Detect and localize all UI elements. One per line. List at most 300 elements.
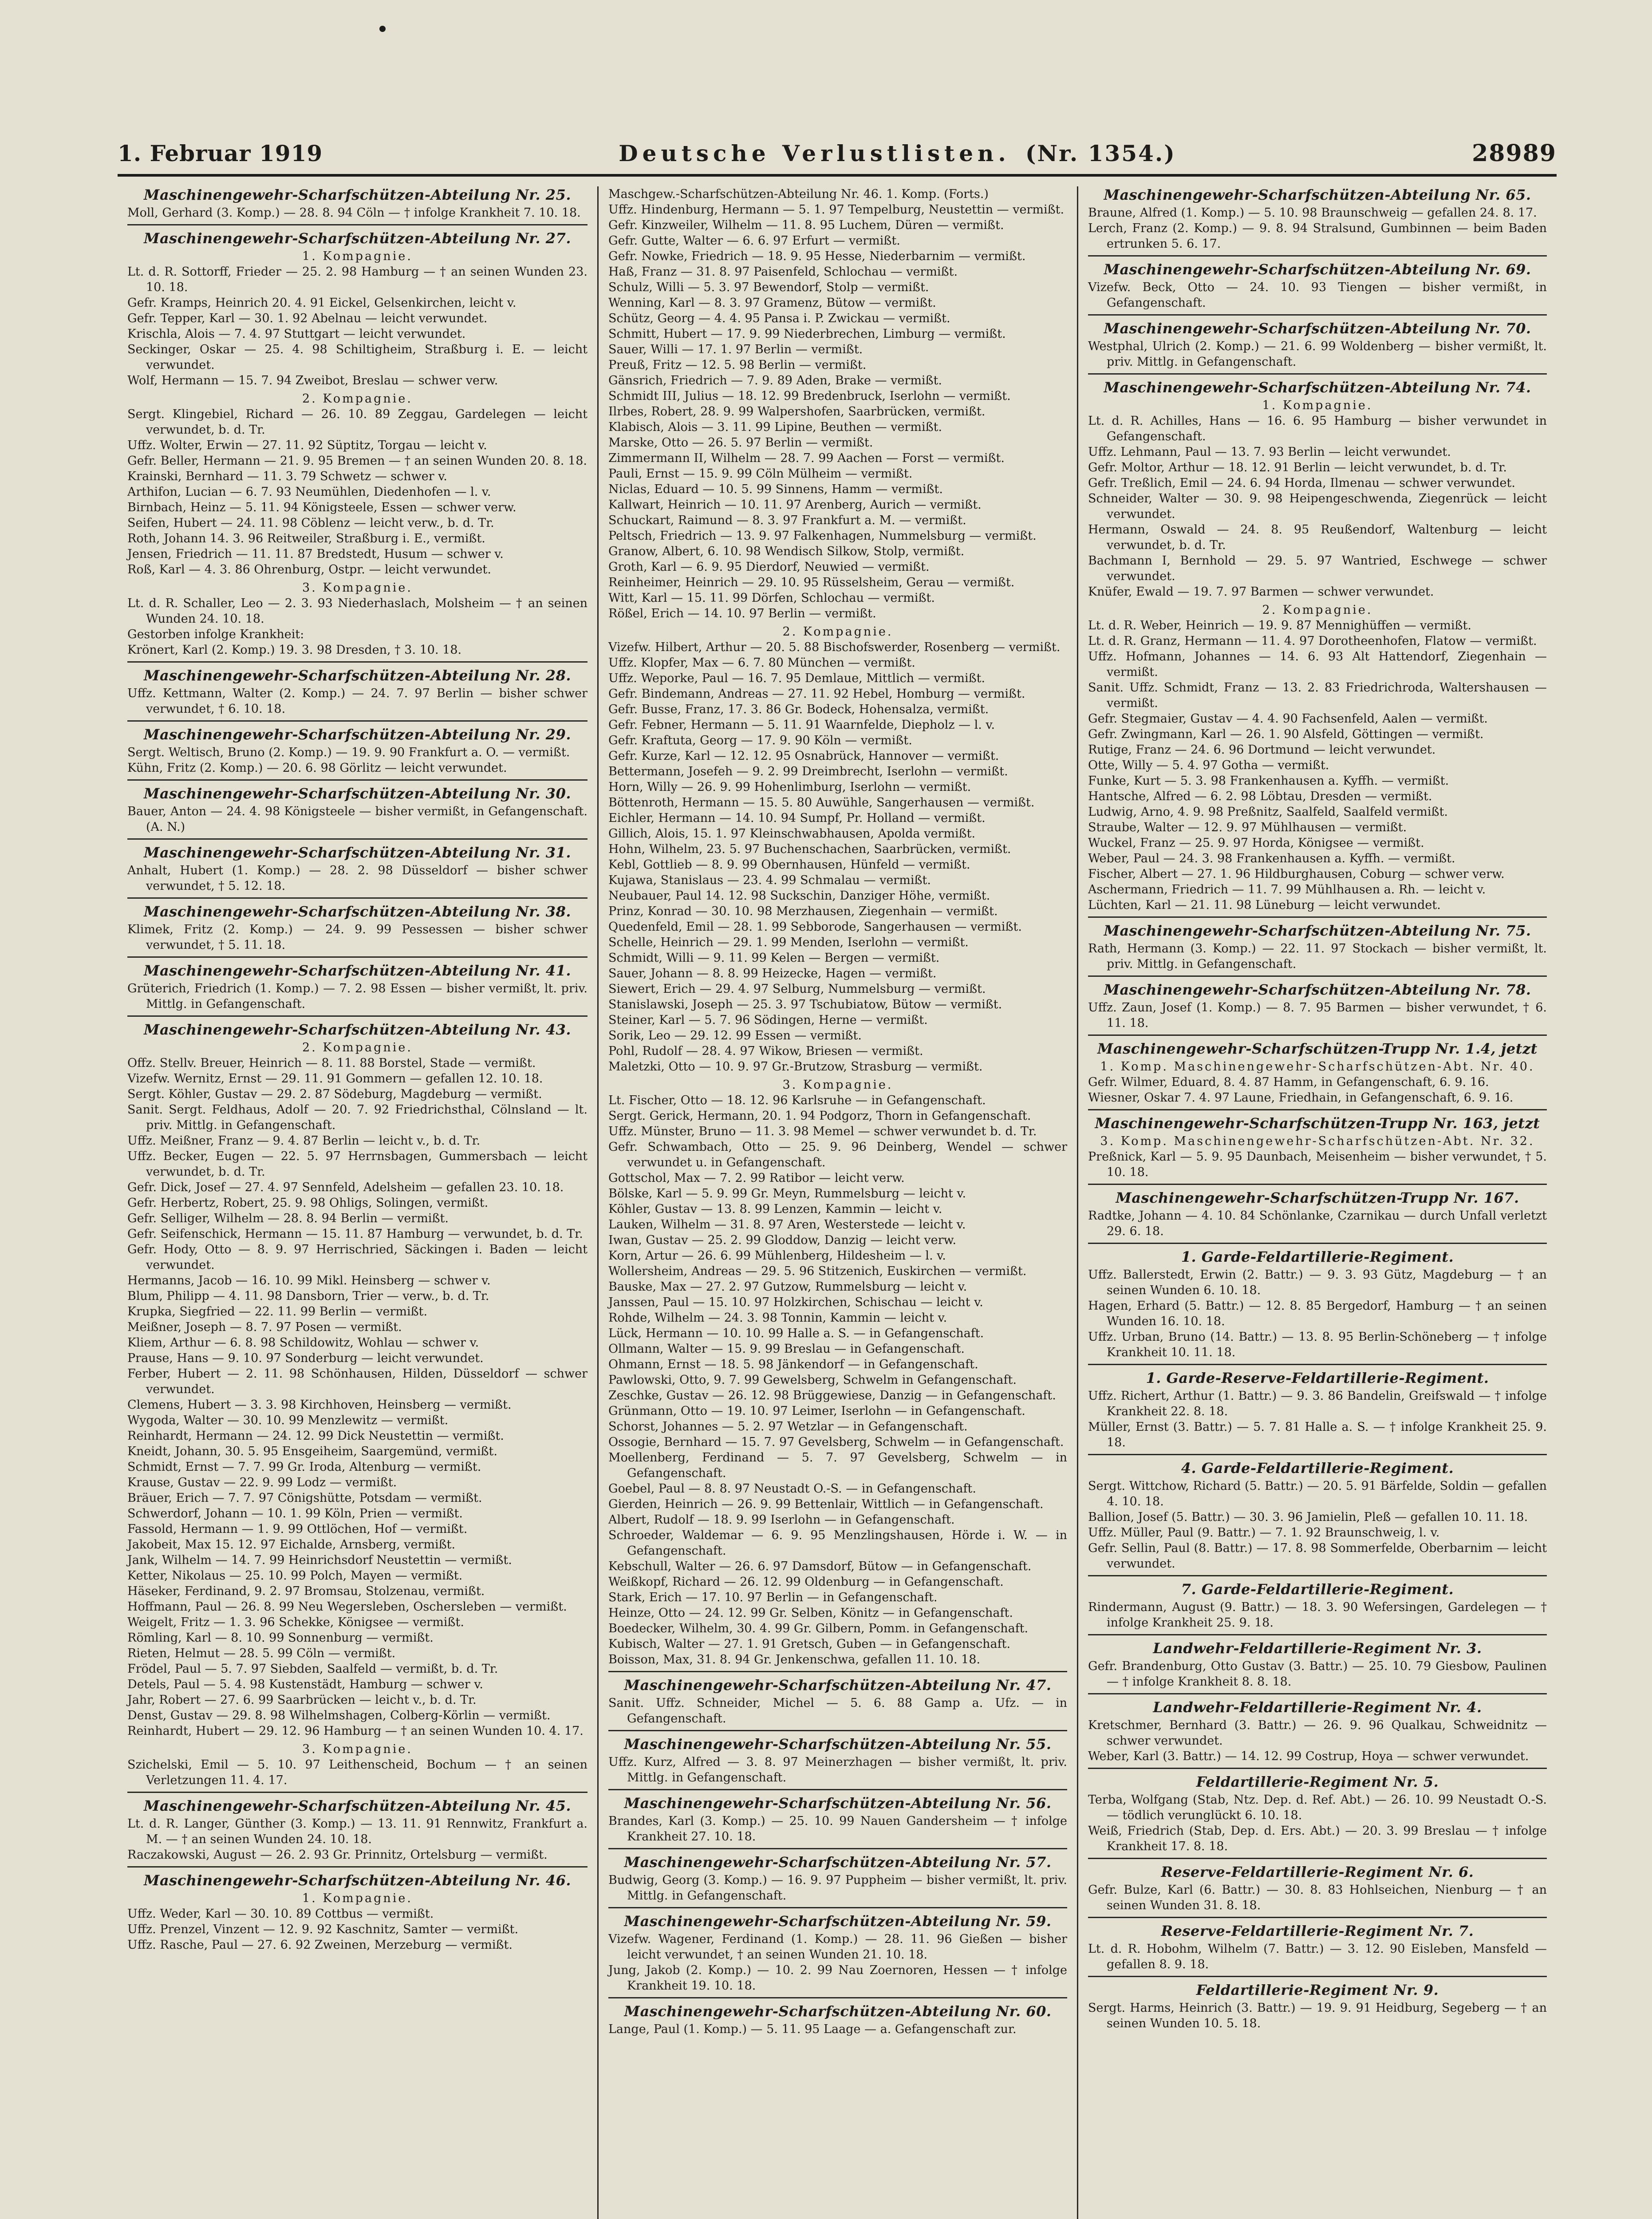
casualty-entry: Sergt. Harms, Heinrich (3. Battr.) — 19. 9. 91 Heidburg, Segeberg — † an seinen Wunden 10. 5. 18. xyxy=(1088,2001,1547,2030)
casualty-entry: Kebschull, Walter — 26. 6. 97 Damsdorf, Bütow — in Gefangenschaft. xyxy=(608,1560,1032,1573)
casualty-entry: Arthifon, Lucian — 6. 7. 93 Neumühlen, Diedenhofen — l. v. xyxy=(127,485,491,499)
unit-heading: Maschinengewehr-Scharfschützen-Abteilung Nr. 30. xyxy=(127,779,587,804)
casualty-entry: Roth, Johann 14. 3. 96 Reitweiler, Straßburg i. E., vermißt. xyxy=(127,532,485,545)
unit-heading: 1. Garde-Reserve-Feldartillerie-Regiment. xyxy=(1088,1364,1547,1388)
company-heading: 1. Komp. Maschinengewehr-Scharfschützen-Abt. Nr. 40. xyxy=(1100,1060,1535,1074)
casualty-entry: Wollersheim, Andreas — 29. 5. 96 Stitzenich, Euskirchen — vermißt. xyxy=(608,1264,1027,1278)
casualty-entry: Gefr. Kramps, Heinrich 20. 4. 91 Eickel, Gelsenkirchen, leicht v. xyxy=(127,296,516,310)
casualty-entry: Gefr. Zwingmann, Karl — 26. 1. 90 Alsfeld, Göttingen — vermißt. xyxy=(1088,727,1484,741)
casualty-entry: Westphal, Ulrich (2. Komp.) — 21. 6. 99 Woldenberg — bisher vermißt, lt. priv. Mittlg. in Gefangenschaft. xyxy=(1088,340,1547,369)
casualty-entry: Weber, Paul — 24. 3. 98 Frankenhausen a. Kyffh. — vermißt. xyxy=(1088,852,1455,865)
unit-heading: Maschinengewehr-Scharfschützen-Abteilung Nr. 27. xyxy=(127,224,587,249)
casualty-entry: Kretschmer, Bernhard (3. Battr.) — 26. 9. 96 Qualkau, Schweidnitz — schwer verwundet. xyxy=(1088,1718,1547,1748)
casualty-entry: Fischer, Albert — 27. 1. 96 Hildburghausen, Coburg — schwer verw. xyxy=(1088,867,1505,881)
casualty-entry: Vizefw. Wagener, Ferdinand (1. Komp.) — 28. 11. 96 Gießen — bisher leicht verwundet, † an seinen Wunden 21. 10. 18. xyxy=(608,1932,1067,1962)
casualty-entry: Hantsche, Alfred — 6. 2. 98 Löbtau, Dresden — vermißt. xyxy=(1088,790,1432,803)
unit-heading: Maschinengewehr-Scharfschützen-Abteilung Nr. 29. xyxy=(127,720,587,745)
casualty-entry: Klimek, Fritz (2. Komp.) — 24. 9. 99 Pessessen — bisher schwer verwundet, † 5. 11. 18. xyxy=(127,923,587,952)
casualty-entry: Gefr. Tepper, Karl — 30. 1. 92 Abelnau — leicht verwundet. xyxy=(127,312,488,325)
casualty-entry: Korn, Artur — 26. 6. 99 Mühlenberg, Hildesheim — l. v. xyxy=(608,1249,946,1263)
casualty-entry: Wolf, Hermann — 15. 7. 94 Zweibot, Breslau — schwer verw. xyxy=(127,374,498,387)
casualty-entry: Haß, Franz — 31. 8. 97 Paisenfeld, Schlochau — vermißt. xyxy=(608,265,958,279)
company-heading: 2. Kompagnie. xyxy=(782,625,893,639)
casualty-entry: Iwan, Gustav — 25. 2. 99 Gloddow, Danzig — leicht verw. xyxy=(608,1233,957,1247)
casualty-entry: Bachmann I, Bernhold — 29. 5. 97 Wantried, Eschwege — schwer verwundet. xyxy=(1088,554,1547,583)
unit-section xyxy=(127,1015,587,1739)
casualty-entry: Schulz, Willi — 5. 3. 97 Bewendorf, Stolp — vermißt. xyxy=(608,280,929,294)
unit-section xyxy=(127,720,587,776)
unit-section xyxy=(608,1848,1067,1903)
casualty-entry: Funke, Kurt — 5. 3. 98 Frankenhausen a. Kyffh. — vermißt. xyxy=(1088,774,1449,788)
unit-section xyxy=(1088,1693,1547,1764)
casualty-entry: Budwig, Georg (3. Komp.) — 16. 9. 97 Puppheim — bisher vermißt, lt. priv. Mittlg. in Gefangenschaft. xyxy=(608,1873,1067,1903)
unit-section xyxy=(1088,1768,1547,1854)
casualty-entry: Uffz. Ballerstedt, Erwin (2. Battr.) — 9. 3. 93 Gütz, Magdeburg — † an seinen Wunden 6. 10. 18. xyxy=(1088,1268,1547,1297)
casualty-entry: Siewert, Erich — 29. 4. 97 Selburg, Nummelsburg — vermißt. xyxy=(608,982,986,996)
casualty-entry: Moellenberg, Ferdinand — 5. 7. 97 Gevelsberg, Schwelm — in Gefangenschaft. xyxy=(608,1451,1067,1480)
unit-section xyxy=(1088,1184,1547,1239)
casualty-entry: Kühn, Fritz (2. Komp.) — 20. 6. 98 Görlitz — leicht verwundet. xyxy=(127,761,507,775)
casualty-entry: Lt. d. R. Weber, Heinrich — 19. 9. 87 Mennighüffen — vermißt. xyxy=(1088,619,1472,632)
unit-section xyxy=(127,186,587,221)
casualty-entry: Gefr. Seifenschick, Hermann — 15. 11. 87 Hamburg — verwundet, b. d. Tr. xyxy=(127,1227,583,1241)
unit-section xyxy=(127,838,587,894)
casualty-entry: Kubisch, Walter — 27. 1. 91 Gretsch, Guben — in Gefangenschaft. xyxy=(608,1637,1011,1651)
casualty-entry: Aschermann, Friedrich — 11. 7. 99 Mühlhausen a. Rh. — leicht v. xyxy=(1088,883,1486,896)
casualty-entry: Blum, Philipp — 4. 11. 98 Dansborn, Trier — verw., b. d. Tr. xyxy=(127,1289,489,1303)
casualty-entry: Hermann, Oswald — 24. 8. 95 Reußendorf, Waltenburg — leicht verwundet, b. d. Tr. xyxy=(1088,523,1547,552)
casualty-entry: Detels, Paul — 5. 4. 98 Kustenstädt, Hamburg — schwer v. xyxy=(127,1678,483,1691)
casualty-entry: Groth, Karl — 6. 9. 95 Dierdorf, Neuwied — vermißt. xyxy=(608,560,930,574)
casualty-entry: Gefr. Kinzweiler, Wilhelm — 11. 8. 95 Luchem, Düren — vermißt. xyxy=(608,218,1004,232)
casualty-entry: Schmidt, Willi — 9. 11. 99 Kelen — Bergen — vermißt. xyxy=(608,951,940,965)
column-3 xyxy=(1077,186,1557,2219)
unit-heading: Maschinengewehr-Scharfschützen-Abteilung Nr. 28. xyxy=(127,661,587,686)
company-heading: 3. Kompagnie. xyxy=(302,1742,413,1756)
casualty-entry: Gefr. Sellin, Paul (8. Battr.) — 17. 8. 98 Sommerfelde, Oberbarnim — leicht verwundet. xyxy=(1088,1541,1547,1571)
unit-heading: Maschinengewehr-Scharfschützen-Abteilung Nr. 47. xyxy=(608,1671,1067,1695)
unit-heading: Feldartillerie-Regiment Nr. 5. xyxy=(1088,1768,1547,1792)
casualty-entry: Krischla, Alois — 7. 4. 97 Stuttgart — leicht verwundet. xyxy=(127,327,466,341)
casualty-entry: Sanit. Uffz. Schneider, Michel — 5. 6. 88 Gamp a. Ufz. — in Gefangenschaft. xyxy=(608,1696,1067,1725)
casualty-entry: Schuckart, Raimund — 8. 3. 97 Frankfurt a. M. — vermißt. xyxy=(608,513,966,527)
unit-section xyxy=(1088,255,1547,311)
casualty-entry: Uffz. Weporke, Paul — 16. 7. 95 Demlaue, Mittlich — vermißt. xyxy=(608,671,986,685)
unit-heading: Maschinengewehr-Scharfschützen-Abteilung Nr. 45. xyxy=(127,1792,587,1816)
casualty-entry: Preuß, Fritz — 12. 5. 98 Berlin — vermißt. xyxy=(608,358,867,372)
unit-section xyxy=(127,224,587,388)
unit-section xyxy=(608,1671,1067,1726)
unit-section xyxy=(1088,975,1547,1031)
casualty-entry: Eichler, Hermann — 14. 10. 94 Sumpf, Pr. Holland — vermißt. xyxy=(608,811,986,825)
casualty-entry: Meißner, Joseph — 8. 7. 97 Posen — vermißt. xyxy=(127,1320,402,1334)
casualty-entry: Gefr. Busse, Franz, 17. 3. 86 Gr. Bodeck, Hohensalza, vermißt. xyxy=(608,703,989,716)
casualty-entry: Gefr. Brandenburg, Otto Gustav (3. Battr.) — 25. 10. 79 Giesbow, Paulinen — † infolge Krankheit 8. 8. 18. xyxy=(1088,1659,1547,1689)
unit-heading: Maschinengewehr-Scharfschützen-Abteilung Nr. 31. xyxy=(127,838,587,863)
unit-section xyxy=(127,956,587,1012)
unit-heading: Maschinengewehr-Scharfschützen-Trupp Nr. 163, jetzt xyxy=(1088,1109,1547,1133)
unit-section xyxy=(1088,1858,1547,1913)
casualty-entry: Gefr. Stegmaier, Gustav — 4. 4. 90 Fachsenfeld, Aalen — vermißt. xyxy=(1088,712,1488,726)
casualty-entry: Uffz. Hindenburg, Hermann — 5. 1. 97 Tempelburg, Neustettin — vermißt. xyxy=(608,203,1065,217)
casualty-entry: Vizefw. Hilbert, Arthur — 20. 5. 88 Bischofswerder, Rosenberg — vermißt. xyxy=(608,640,1061,654)
casualty-entry: Krainski, Bernhard — 11. 3. 79 Schwetz — schwer v. xyxy=(127,470,447,483)
unit-heading: Landwehr-Feldartillerie-Regiment Nr. 4. xyxy=(1088,1693,1547,1718)
casualty-entry: Anhalt, Hubert (1. Komp.) — 28. 2. 98 Düsseldorf — bisher schwer verwundet, † 5. 12. 18. xyxy=(127,864,587,893)
unit-heading: Maschinengewehr-Scharfschützen-Abteilung Nr. 41. xyxy=(127,956,587,981)
casualty-entry: Reinhardt, Hermann — 24. 12. 99 Dick Neustettin — vermißt. xyxy=(127,1429,504,1443)
casualty-entry: Uffz. Prenzel, Vinzent — 12. 9. 92 Kaschnitz, Samter — vermißt. xyxy=(127,1923,519,1936)
unit-section xyxy=(1088,1575,1547,1631)
casualty-entry: Gottschol, Max — 7. 2. 99 Ratibor — leicht verw. xyxy=(608,1171,905,1185)
casualty-entry: Uffz. Meißner, Franz — 9. 4. 87 Berlin — leicht v., b. d. Tr. xyxy=(127,1134,481,1148)
casualty-entry: Sergt. Klingebiel, Richard — 26. 10. 89 Zeggau, Gardelegen — leicht verwundet, b. d. Tr. xyxy=(127,407,587,437)
company-heading: 2. Kompagnie. xyxy=(1262,603,1373,617)
casualty-entry: Uffz. Weder, Karl — 30. 10. 89 Cottbus — vermißt. xyxy=(127,1907,434,1921)
casualty-entry: Bauske, Max — 27. 2. 97 Gutzow, Rummelsburg — leicht v. xyxy=(608,1280,967,1294)
casualty-entry: Gefr. Febner, Hermann — 5. 11. 91 Waarnfelde, Diepholz — l. v. xyxy=(608,718,995,732)
casualty-entry: Gefr. Schwambach, Otto — 25. 9. 96 Deinberg, Wendel — schwer verwundet u. in Gefangenschaft. xyxy=(608,1140,1067,1169)
casualty-entry: Gefr. Wilmer, Eduard, 8. 4. 87 Hamm, in Gefangenschaft, 6. 9. 16. xyxy=(1088,1075,1489,1089)
casualty-entry: Weißkopf, Richard — 26. 12. 99 Oldenburg — in Gefangenschaft. xyxy=(608,1575,1004,1589)
casualty-entry: Rindermann, August (9. Battr.) — 18. 3. 90 Wefersingen, Gardelegen — † infolge Krankheit 25. 9. 18. xyxy=(1088,1600,1547,1630)
unit-heading: Maschinengewehr-Scharfschützen-Abteilung Nr. 78. xyxy=(1088,975,1547,1000)
casualty-entry: Weber, Karl (3. Battr.) — 14. 12. 99 Costrup, Hoya — schwer verwundet. xyxy=(1088,1749,1529,1763)
casualty-entry: Sergt. Gerick, Hermann, 20. 1. 94 Podgorz, Thorn in Gefangenschaft. xyxy=(608,1109,1031,1123)
casualty-entry: Pauli, Ernst — 15. 9. 99 Cöln Mülheim — vermißt. xyxy=(608,467,913,481)
casualty-entry: Rohde, Wilhelm — 24. 3. 98 Tonnin, Kammin — leicht v. xyxy=(608,1311,947,1325)
casualty-entry: Raczakowski, August — 26. 2. 93 Gr. Prinnitz, Ortelsburg — vermißt. xyxy=(127,1848,548,1862)
casualty-entry: Gefr. Moltor, Arthur — 18. 12. 91 Berlin — leicht verwundet, b. d. Tr. xyxy=(1088,461,1507,474)
unit-section xyxy=(608,1997,1067,2037)
casualty-entry: Lauken, Wilhelm — 31. 8. 97 Aren, Westerstede — leicht v. xyxy=(608,1218,966,1232)
unit-heading: 7. Garde-Feldartillerie-Regiment. xyxy=(1088,1575,1547,1599)
casualty-entry: Uffz. Klopfer, Max — 6. 7. 80 München — vermißt. xyxy=(608,656,915,670)
casualty-entry: Szichelski, Emil — 5. 10. 97 Leithenscheid, Bochum — † an seinen Verletzungen 11. 4. 17. xyxy=(127,1758,587,1787)
columns xyxy=(118,186,1557,2219)
casualty-entry: Offz. Stellv. Breuer, Heinrich — 8. 11. 88 Borstel, Stade — vermißt. xyxy=(127,1056,536,1070)
casualty-entry: Gefr. Herbertz, Robert, 25. 9. 98 Ohligs, Solingen, vermißt. xyxy=(127,1196,489,1210)
casualty-entry: Uffz. Münster, Bruno — 11. 3. 98 Memel — schwer verwundet b. d. Tr. xyxy=(608,1125,1037,1138)
casualty-entry: Jahr, Robert — 27. 6. 99 Saarbrücken — leicht v., b. d. Tr. xyxy=(127,1693,477,1707)
casualty-entry: Seckinger, Oskar — 25. 4. 98 Schiltigheim, Straßburg i. E. — leicht verwundet. xyxy=(127,343,587,372)
casualty-entry: Ludwig, Arno, 4. 9. 98 Preßnitz, Saalfeld, Saalfeld vermißt. xyxy=(1088,805,1448,819)
casualty-entry: Prinz, Konrad — 30. 10. 98 Merzhausen, Ziegenhain — vermißt. xyxy=(608,904,998,918)
issue-date: 1. Februar 1919 xyxy=(118,140,323,166)
company-heading: 3. Kompagnie. xyxy=(782,1078,893,1092)
unit-section xyxy=(1088,1109,1547,1180)
issue-number: (Nr. 1354.) xyxy=(1025,140,1176,166)
casualty-entry: Uffz. Urban, Bruno (14. Battr.) — 13. 8. 95 Berlin-Schöneberg — † infolge Krankheit 10. 11. 18. xyxy=(1088,1330,1547,1359)
unit-heading: 4. Garde-Feldartillerie-Regiment. xyxy=(1088,1454,1547,1478)
casualty-entry: Brandes, Karl (3. Komp.) — 25. 10. 99 Nauen Gandersheim — † infolge Krankheit 27. 10. 18. xyxy=(608,1814,1067,1844)
column-2 xyxy=(597,186,1077,2219)
casualty-entry: Lück, Hermann — 10. 10. 99 Halle a. S. — in Gefangenschaft. xyxy=(608,1327,984,1340)
casualty-entry: Uffz. Richert, Arthur (1. Battr.) — 9. 3. 86 Bandelin, Greifswald — † infolge Krankheit 22. 8. 18. xyxy=(1088,1389,1547,1418)
casualty-entry: Kujawa, Stanislaus — 23. 4. 99 Schmalau — vermißt. xyxy=(608,873,931,887)
unit-heading: Feldartillerie-Regiment Nr. 9. xyxy=(1088,1976,1547,2000)
casualty-entry: Sanit. Sergt. Feldhaus, Adolf — 20. 7. 92 Friedrichsthal, Cölnsland — lt. priv. Mittlg. in Gefangenschaft. xyxy=(127,1103,587,1132)
unit-section xyxy=(127,1742,587,1788)
publication-title xyxy=(619,140,1176,166)
casualty-entry: Uffz. Kettmann, Walter (2. Komp.) — 24. 7. 97 Berlin — bisher schwer verwundet, † 6. 10. 18. xyxy=(127,687,587,716)
casualty-entry: Lüchten, Karl — 21. 11. 98 Lüneburg — leicht verwundet. xyxy=(1088,898,1441,912)
unit-heading: Maschinengewehr-Scharfschützen-Abteilung Nr. 43. xyxy=(127,1015,587,1040)
unit-section xyxy=(1088,1364,1547,1450)
page-header xyxy=(118,135,1557,171)
casualty-entry: Steiner, Karl — 5. 7. 96 Södingen, Herne — vermißt. xyxy=(608,1013,928,1027)
casualty-entry: Gefr. Nowke, Friedrich — 18. 9. 95 Hesse, Niederbarnim — vermißt. xyxy=(608,249,1026,263)
casualty-entry: Sergt. Köhler, Gustav — 29. 2. 87 Södeburg, Magdeburg — vermißt. xyxy=(127,1087,542,1101)
casualty-entry: Prause, Hans — 9. 10. 97 Sonderburg — leicht verwundet. xyxy=(127,1351,484,1365)
unit-heading: Maschinengewehr-Scharfschützen-Abteilung Nr. 38. xyxy=(127,897,587,922)
casualty-entry: Weigelt, Fritz — 1. 3. 96 Schekke, Königsee — vermißt. xyxy=(127,1615,464,1629)
casualty-entry: Grüterich, Friedrich (1. Komp.) — 7. 2. 98 Essen — bisher vermißt, lt. priv. Mittlg. in Gefangenschaft. xyxy=(127,982,587,1011)
casualty-entry: Böttenroth, Hermann — 15. 5. 80 Auwühle, Sangerhausen — vermißt. xyxy=(608,796,1035,809)
casualty-entry: Stanislawski, Joseph — 25. 3. 97 Tschubiatow, Bütow — vermißt. xyxy=(608,998,1002,1011)
unit-heading: Maschinengewehr-Scharfschützen-Abteilung Nr. 55. xyxy=(608,1730,1067,1754)
company-heading: 1. Kompagnie. xyxy=(1262,399,1373,412)
unit-heading: Maschinengewehr-Scharfschützen-Abteilung Nr. 46. xyxy=(127,1866,587,1891)
unit-heading: Maschinengewehr-Scharfschützen-Abteilung Nr. 25. xyxy=(144,186,571,203)
casualty-entry: Uffz. Lehmann, Paul — 13. 7. 93 Berlin — leicht verwundet. xyxy=(1088,445,1451,459)
unit-heading: Maschinengewehr-Scharfschützen-Abteilung Nr. 65. xyxy=(1104,186,1531,203)
casualty-entry: Kliem, Arthur — 6. 8. 98 Schildowitz, Wohlau — schwer v. xyxy=(127,1336,479,1350)
casualty-entry: Sauer, Johann — 8. 8. 99 Heizecke, Hagen — vermißt. xyxy=(608,967,937,980)
casualty-entry: Gefr. Bulze, Karl (6. Battr.) — 30. 8. 83 Hohlseichen, Nienburg — † an seinen Wunden 31. 8. 18. xyxy=(1088,1883,1547,1912)
casualty-entry: Sanit. Uffz. Schmidt, Franz — 13. 2. 83 Friedrichroda, Waltershausen — vermißt. xyxy=(1088,681,1547,710)
casualty-entry: Stark, Erich — 17. 10. 97 Berlin — in Gefangenschaft. xyxy=(608,1591,938,1604)
unit-section xyxy=(608,186,1067,621)
casualty-entry: Rutige, Franz — 24. 6. 96 Dortmund — leicht verwundet. xyxy=(1088,743,1436,757)
casualty-entry: Gefr. Selliger, Wilhelm — 28. 8. 94 Berlin — vermißt. xyxy=(127,1212,449,1225)
casualty-entry: Gestorben infolge Krankheit: xyxy=(127,628,304,641)
unit-section xyxy=(608,1789,1067,1844)
unit-heading: Maschinengewehr-Scharfschützen-Abteilung Nr. 74. xyxy=(1088,373,1547,398)
casualty-entry: Jakobeit, Max 15. 12. 97 Eichalde, Arnsberg, vermißt. xyxy=(127,1538,456,1552)
unit-section xyxy=(1088,1243,1547,1360)
casualty-entry: Rößel, Erich — 14. 10. 97 Berlin — vermißt. xyxy=(608,607,876,620)
casualty-entry: Müller, Ernst (3. Battr.) — 5. 7. 81 Halle a. S. — † infolge Krankheit 25. 9. 18. xyxy=(1088,1420,1547,1449)
unit-section xyxy=(127,897,587,953)
casualty-entry: Reinhardt, Hubert — 29. 12. 96 Hamburg — † an seinen Wunden 10. 4. 17. xyxy=(127,1724,584,1738)
casualty-entry: Roß, Karl — 4. 3. 86 Ohrenburg, Ostpr. — leicht verwundet. xyxy=(127,563,491,576)
casualty-entry: Otte, Willy — 5. 4. 97 Gotha — vermißt. xyxy=(1088,758,1329,772)
casualty-entry: Gillich, Alois, 15. 1. 97 Kleinschwabhausen, Apolda vermißt. xyxy=(608,827,976,841)
casualty-entry: Häseker, Ferdinand, 9. 2. 97 Bromsau, Stolzenau, vermißt. xyxy=(127,1584,485,1598)
casualty-entry: Uffz. Zaun, Josef (1. Komp.) — 8. 7. 95 Barmen — bisher verwundet, † 6. 11. 18. xyxy=(1088,1001,1547,1030)
casualty-entry: Uffz. Rasche, Paul — 27. 6. 92 Zweinen, Merzeburg — vermißt. xyxy=(127,1938,513,1952)
casualty-entry: Wygoda, Walter — 30. 10. 99 Menzlewitz — vermißt. xyxy=(127,1414,449,1427)
casualty-entry: Peltsch, Friedrich — 13. 9. 97 Falkenhagen, Nummelsburg — vermißt. xyxy=(608,529,1037,543)
casualty-entry: Lt. d. R. Schaller, Leo — 2. 3. 93 Niederhaslach, Molsheim — † an seinen Wunden 24. 10. 18. xyxy=(127,596,587,626)
casualty-entry: Denst, Gustav — 29. 8. 98 Wilhelmshagen, Colberg-Körlin — vermißt. xyxy=(127,1709,551,1722)
unit-section xyxy=(1088,916,1547,972)
unit-heading: Maschinengewehr-Scharfschützen-Abteilung Nr. 57. xyxy=(608,1848,1067,1872)
unit-heading: Landwehr-Feldartillerie-Regiment Nr. 3. xyxy=(1088,1634,1547,1658)
casualty-entry: Schneider, Walter — 30. 9. 98 Heipengeschwenda, Ziegenrück — leicht verwundet. xyxy=(1088,492,1547,521)
casualty-entry: Radtke, Johann — 4. 10. 84 Schönlanke, Czarnikau — durch Unfall verletzt 29. 6. 18. xyxy=(1088,1209,1547,1238)
header-rule xyxy=(118,174,1557,177)
unit-section xyxy=(127,1792,587,1863)
casualty-entry: Pawlowski, Otto, 9. 7. 99 Gewelsberg, Schwelm in Gefangenschaft. xyxy=(608,1373,1017,1387)
unit-section xyxy=(608,625,1067,1074)
casualty-entry: Rath, Hermann (3. Komp.) — 22. 11. 97 Stockach — bisher vermißt, lt. priv. Mittlg. in Gefangenschaft. xyxy=(1088,942,1547,971)
casualty-entry: Hermanns, Jacob — 16. 10. 99 Mikl. Heinsberg — schwer v. xyxy=(127,1274,491,1287)
casualty-entry: Ollmann, Walter — 15. 9. 99 Breslau — in Gefangenschaft. xyxy=(608,1342,965,1356)
casualty-entry: Kebl, Gottlieb — 8. 9. 99 Obernhausen, Hünfeld — vermißt. xyxy=(608,858,970,872)
casualty-entry: Ferber, Hubert — 2. 11. 98 Schönhausen, Hilden, Düsseldorf — schwer verwundet. xyxy=(127,1367,587,1396)
unit-section xyxy=(1088,1034,1547,1106)
unit-heading: 1. Garde-Feldartillerie-Regiment. xyxy=(1088,1243,1547,1267)
casualty-entry: Weiß, Friedrich (Stab, Dep. d. Ers. Abt.) — 20. 3. 99 Breslau — † infolge Krankheit 17. 8. 18. xyxy=(1088,1824,1547,1853)
casualty-entry: Jung, Jakob (2. Komp.) — 10. 2. 99 Nau Zoernoren, Hessen — † infolge Krankheit 19. 10. 18. xyxy=(608,1963,1067,1993)
casualty-entry: Gefr. Gutte, Walter — 6. 6. 97 Erfurt — vermißt. xyxy=(608,234,900,248)
casualty-entry: Seifen, Hubert — 24. 11. 98 Cöblenz — leicht verw., b. d. Tr. xyxy=(127,516,494,530)
unit-heading: Maschinengewehr-Scharfschützen-Trupp Nr. 167. xyxy=(1088,1184,1547,1208)
casualty-entry: Grünmann, Otto — 19. 10. 97 Leimer, Iserlohn — in Gefangenschaft. xyxy=(608,1404,1025,1418)
company-heading: 1. Kompagnie. xyxy=(302,249,413,263)
company-heading: 2. Kompagnie. xyxy=(302,1041,413,1054)
casualty-entry: Schmitt, Hubert — 17. 9. 99 Niederbrechen, Limburg — vermißt. xyxy=(608,327,1006,341)
casualty-entry: Uffz. Wolter, Erwin — 27. 11. 92 Süptitz, Torgau — leicht v. xyxy=(127,438,487,452)
casualty-entry: Uffz. Hofmann, Johannes — 14. 6. 93 Alt Hattendorf, Ziegenhain — vermißt. xyxy=(1088,650,1547,679)
casualty-entry: Hohn, Wilhelm, 23. 5. 97 Buchenschachen, Saarbrücken, vermißt. xyxy=(608,842,1011,856)
casualty-entry: Schmidt III, Julius — 18. 12. 99 Bredenbruck, Iserlohn — vermißt. xyxy=(608,389,1011,403)
casualty-entry: Sauer, Willi — 17. 1. 97 Berlin — vermißt. xyxy=(608,343,863,356)
casualty-entry: Gefr. Kurze, Karl — 12. 12. 95 Osnabrück, Hannover — vermißt. xyxy=(608,749,999,763)
unit-section xyxy=(127,1866,587,1953)
casualty-entry: Krause, Gustav — 22. 9. 99 Lodz — vermißt. xyxy=(127,1476,397,1489)
casualty-entry: Jank, Wilhelm — 14. 7. 99 Heinrichsdorf Neustettin — vermißt. xyxy=(127,1553,512,1567)
casualty-entry: Frödel, Paul — 5. 7. 97 Siebden, Saalfeld — vermißt, b. d. Tr. xyxy=(127,1662,498,1676)
casualty-entry: Schelle, Heinrich — 29. 1. 99 Menden, Iserlohn — vermißt. xyxy=(608,936,969,949)
casualty-entry: Terba, Wolfgang (Stab, Ntz. Dep. d. Ref. Abt.) — 26. 10. 99 Neustadt O.-S. — tödlich verunglückt 6. 10. 18. xyxy=(1088,1793,1547,1822)
casualty-entry: Bölske, Karl — 5. 9. 99 Gr. Meyn, Rummelsburg — leicht v. xyxy=(608,1187,966,1200)
casualty-entry: Hoffmann, Paul — 26. 8. 99 Neu Wegersleben, Oschersleben — vermißt. xyxy=(127,1600,567,1614)
casualty-entry: Zeschke, Gustav — 26. 12. 98 Brüggewiese, Danzig — in Gefangenschaft. xyxy=(608,1389,1056,1402)
casualty-entry: Gefr. Treßlich, Emil — 24. 6. 94 Horda, Ilmenau — schwer verwundet. xyxy=(1088,476,1515,490)
casualty-entry: Vizefw. Wernitz, Ernst — 29. 11. 91 Gommern — gefallen 12. 10. 18. xyxy=(127,1072,543,1086)
casualty-entry: Witt, Karl — 15. 11. 99 Dörfen, Schlochau — vermißt. xyxy=(608,591,935,605)
casualty-entry: Zimmermann II, Wilhelm — 28. 7. 99 Aachen — Forst — vermißt. xyxy=(608,451,1005,465)
casualty-entry: Maschgew.-Scharfschützen-Abteilung Nr. 46. 1. Komp. (Forts.) xyxy=(608,187,989,201)
company-heading: 3. Kompagnie. xyxy=(302,581,413,595)
casualty-entry: Fassold, Hermann — 1. 9. 99 Ottlöchen, Hof — vermißt. xyxy=(127,1522,468,1536)
casualty-entry: Birnbach, Heinz — 5. 11. 94 Königsteele, Essen — schwer verw. xyxy=(127,501,516,514)
casualty-entry: Preßnick, Karl — 5. 9. 95 Daunbach, Meisenheim — bisher verwundet, † 5. 10. 18. xyxy=(1088,1150,1547,1179)
casualty-entry: Braune, Alfred (1. Komp.) — 5. 10. 98 Braunschweig — gefallen 24. 8. 17. xyxy=(1088,206,1537,220)
casualty-entry: Gierden, Heinrich — 26. 9. 99 Bettenlair, Wittlich — in Gefangenschaft. xyxy=(608,1497,1044,1511)
casualty-entry: Sergt. Wittchow, Richard (5. Battr.) — 20. 5. 91 Bärfelde, Soldin — gefallen 4. 10. 18. xyxy=(1088,1479,1547,1508)
casualty-entry: Ossogie, Bernhard — 15. 7. 97 Gevelsberg, Schwelm — in Gefangenschaft. xyxy=(608,1435,1064,1449)
casualty-entry: Lerch, Franz (2. Komp.) — 9. 8. 94 Stralsund, Gumbinnen — beim Baden ertrunken 5. 6. 17. xyxy=(1088,221,1547,251)
casualty-entry: Sergt. Weltisch, Bruno (2. Komp.) — 19. 9. 90 Frankfurt a. O. — vermißt. xyxy=(127,746,570,759)
company-heading: 1. Kompagnie. xyxy=(302,1891,413,1905)
unit-heading: Maschinengewehr-Scharfschützen-Abteilung Nr. 60. xyxy=(608,1997,1067,2022)
casualty-entry: Gefr. Dick, Josef — 27. 4. 97 Sennfeld, Adelsheim — gefallen 23. 10. 18. xyxy=(127,1181,564,1194)
casualty-entry: Schorst, Johannes — 5. 2. 97 Wetzlar — in Gefangenschaft. xyxy=(608,1420,968,1433)
casualty-entry: Krupka, Siegfried — 22. 11. 99 Berlin — vermißt. xyxy=(127,1305,428,1319)
casualty-entry: Albert, Rudolf — 18. 9. 99 Iserlohn — in Gefangenschaft. xyxy=(608,1513,955,1527)
page-mark xyxy=(379,26,386,32)
casualty-entry: Lt. d. R. Hobohm, Wilhelm (7. Battr.) — 3. 12. 90 Eisleben, Mansfeld — gefallen 8. 9. 18. xyxy=(1088,1942,1547,1971)
casualty-entry: Lt. Fischer, Otto — 18. 12. 96 Karlsruhe — in Gefangenschaft. xyxy=(608,1094,986,1107)
casualty-entry: Boedecker, Wilhelm, 30. 4. 99 Gr. Gilbern, Pomm. in Gefangenschaft. xyxy=(608,1622,1029,1635)
unit-section xyxy=(1088,314,1547,370)
casualty-entry: Wiesner, Oskar 7. 4. 97 Laune, Friedhain, in Gefangenschaft, 6. 9. 16. xyxy=(1088,1091,1514,1105)
casualty-entry: Ballion, Josef (5. Battr.) — 30. 3. 96 Jamielin, Pleß — gefallen 10. 11. 18. xyxy=(1088,1510,1528,1524)
casualty-entry: Köhler, Gustav — 13. 8. 99 Lenzen, Kammin — leicht v. xyxy=(608,1202,942,1216)
casualty-entry: Niclas, Eduard — 10. 5. 99 Sinnens, Hamm — vermißt. xyxy=(608,482,943,496)
casualty-entry: Wenning, Karl — 8. 3. 97 Gramenz, Bütow — vermißt. xyxy=(608,296,936,310)
casualty-entry: Bettermann, Josefeh — 9. 2. 99 Dreimbrecht, Iserlohn — vermißt. xyxy=(608,765,1008,778)
casualty-entry: Kneidt, Johann, 30. 5. 95 Ensgeiheim, Saargemünd, vermißt. xyxy=(127,1445,497,1458)
casualty-entry: Schütz, Georg — 4. 4. 95 Pansa i. P. Zwickau — vermißt. xyxy=(608,312,950,325)
casualty-entry: Rieten, Helmut — 28. 5. 99 Cöln — vermißt. xyxy=(127,1646,396,1660)
casualty-entry: Kallwart, Heinrich — 10. 11. 97 Arenberg, Aurich — vermißt. xyxy=(608,498,982,512)
casualty-entry: Ilrbes, Robert, 28. 9. 99 Walpershofen, Saarbrücken, vermißt. xyxy=(608,405,986,419)
casualty-entry: Gänsrich, Friedrich — 7. 9. 89 Aden, Brake — vermißt. xyxy=(608,374,942,387)
casualty-entry: Straube, Walter — 12. 9. 97 Mühlhausen — vermißt. xyxy=(1088,821,1407,834)
casualty-entry: Uffz. Becker, Eugen — 22. 5. 97 Herrnsbagen, Gummersbach — leicht verwundet, b. d. Tr. xyxy=(127,1149,587,1179)
casualty-entry: Uffz. Müller, Paul (9. Battr.) — 7. 1. 92 Braunschweig, l. v. xyxy=(1088,1526,1440,1540)
unit-heading: Maschinengewehr-Scharfschützen-Abteilung Nr. 59. xyxy=(608,1907,1067,1931)
unit-section xyxy=(1088,603,1547,913)
unit-heading: Maschinengewehr-Scharfschützen-Abteilung Nr. 69. xyxy=(1088,255,1547,280)
unit-heading: Maschinengewehr-Scharfschützen-Abteilung Nr. 70. xyxy=(1088,314,1547,339)
casualty-entry: Maletzki, Otto — 10. 9. 97 Gr.-Brutzow, Strasburg — vermißt. xyxy=(608,1060,983,1074)
casualty-entry: Hagen, Erhard (5. Battr.) — 12. 8. 85 Bergedorf, Hamburg — † an seinen Wunden 16. 10. 18. xyxy=(1088,1299,1547,1328)
casualty-entry: Lt. d. R. Granz, Hermann — 11. 4. 97 Dorotheenhofen, Flatow — vermißt. xyxy=(1088,634,1537,648)
unit-heading: Maschinengewehr-Scharfschützen-Abteilung Nr. 56. xyxy=(608,1789,1067,1813)
company-heading: 3. Komp. Maschinengewehr-Scharfschützen-Abt. Nr. 32. xyxy=(1100,1134,1535,1148)
casualty-entry: Heinze, Otto — 24. 12. 99 Gr. Selben, Könitz — in Gefangenschaft. xyxy=(608,1606,1013,1620)
unit-section xyxy=(1088,1634,1547,1690)
unit-section xyxy=(127,779,587,835)
casualty-entry: Marske, Otto — 26. 5. 97 Berlin — vermißt. xyxy=(608,436,873,450)
casualty-entry: Lange, Paul (1. Komp.) — 5. 11. 95 Laage — a. Gefangenschaft zur. xyxy=(608,2022,1017,2036)
casualty-entry: Ohmann, Ernst — 18. 5. 98 Jänkendorf — in Gefangenschaft. xyxy=(608,1358,978,1371)
casualty-entry: Schroeder, Waldemar — 6. 9. 95 Menzlingshausen, Hörde i. W. — in Gefangenschaft. xyxy=(608,1528,1067,1558)
casualty-entry: Gefr. Bindemann, Andreas — 27. 11. 92 Hebel, Homburg — vermißt. xyxy=(608,687,1025,701)
unit-section xyxy=(1088,373,1547,600)
casualty-entry: Reinheimer, Heinrich — 29. 10. 95 Rüsselsheim, Gerau — vermißt. xyxy=(608,576,1015,589)
casualty-entry: Moll, Gerhard (3. Komp.) — 28. 8. 94 Cöln — † infolge Krankheit 7. 10. 18. xyxy=(127,206,581,220)
casualty-entry: Uffz. Kurz, Alfred — 3. 8. 97 Meinerzhagen — bisher vermißt, lt. priv. Mittlg. in Gefangenschaft. xyxy=(608,1755,1067,1785)
casualty-entry: Schwerdorf, Johann — 10. 1. 99 Köln, Prien — vermißt. xyxy=(127,1507,463,1520)
casualty-entry: Lt. d. R. Sottorff, Frieder — 25. 2. 98 Hamburg — † an seinen Wunden 23. 10. 18. xyxy=(127,265,587,294)
casualty-entry: Lt. d. R. Achilles, Hans — 16. 6. 95 Hamburg — bisher verwundet in Gefangenschaft. xyxy=(1088,414,1547,443)
casualty-entry: Klabisch, Alois — 3. 11. 99 Lipine, Beuthen — vermißt. xyxy=(608,420,942,434)
unit-section xyxy=(127,661,587,717)
casualty-entry: Pohl, Rudolf — 28. 4. 97 Wikow, Briesen — vermißt. xyxy=(608,1044,923,1058)
casualty-entry: Vizefw. Beck, Otto — 24. 10. 93 Tiengen — bisher vermißt, in Gefangenschaft. xyxy=(1088,280,1547,310)
unit-heading: Reserve-Feldartillerie-Regiment Nr. 7. xyxy=(1088,1917,1547,1941)
casualty-entry: Neubauer, Paul 14. 12. 98 Suckschin, Danziger Höhe, vermißt. xyxy=(608,889,990,903)
casualty-entry: Krönert, Karl (2. Komp.) 19. 3. 98 Dresden, † 3. 10. 18. xyxy=(127,643,462,657)
page-number: 28989 xyxy=(1472,139,1557,167)
unit-heading: Maschinengewehr-Scharfschützen-Trupp Nr. 1.4, jetzt xyxy=(1088,1034,1547,1059)
casualty-entry: Knüfer, Ewald — 19. 7. 97 Barmen — schwer verwundet. xyxy=(1088,585,1434,599)
casualty-entry: Römling, Karl — 8. 10. 99 Sonnenburg — vermißt. xyxy=(127,1631,434,1645)
casualty-entry: Boisson, Max, 31. 8. 94 Gr. Jenkenschwa, gefallen 11. 10. 18. xyxy=(608,1653,981,1666)
unit-section xyxy=(1088,1454,1547,1571)
casualty-entry: Wuckel, Franz — 25. 9. 97 Horda, Königsee — vermißt. xyxy=(1088,836,1424,850)
casualty-entry: Sorik, Leo — 29. 12. 99 Essen — vermißt. xyxy=(608,1029,862,1042)
casualty-entry: Gefr. Beller, Hermann — 21. 9. 95 Bremen — † an seinen Wunden 20. 8. 18. xyxy=(127,454,587,468)
unit-section xyxy=(127,392,587,577)
